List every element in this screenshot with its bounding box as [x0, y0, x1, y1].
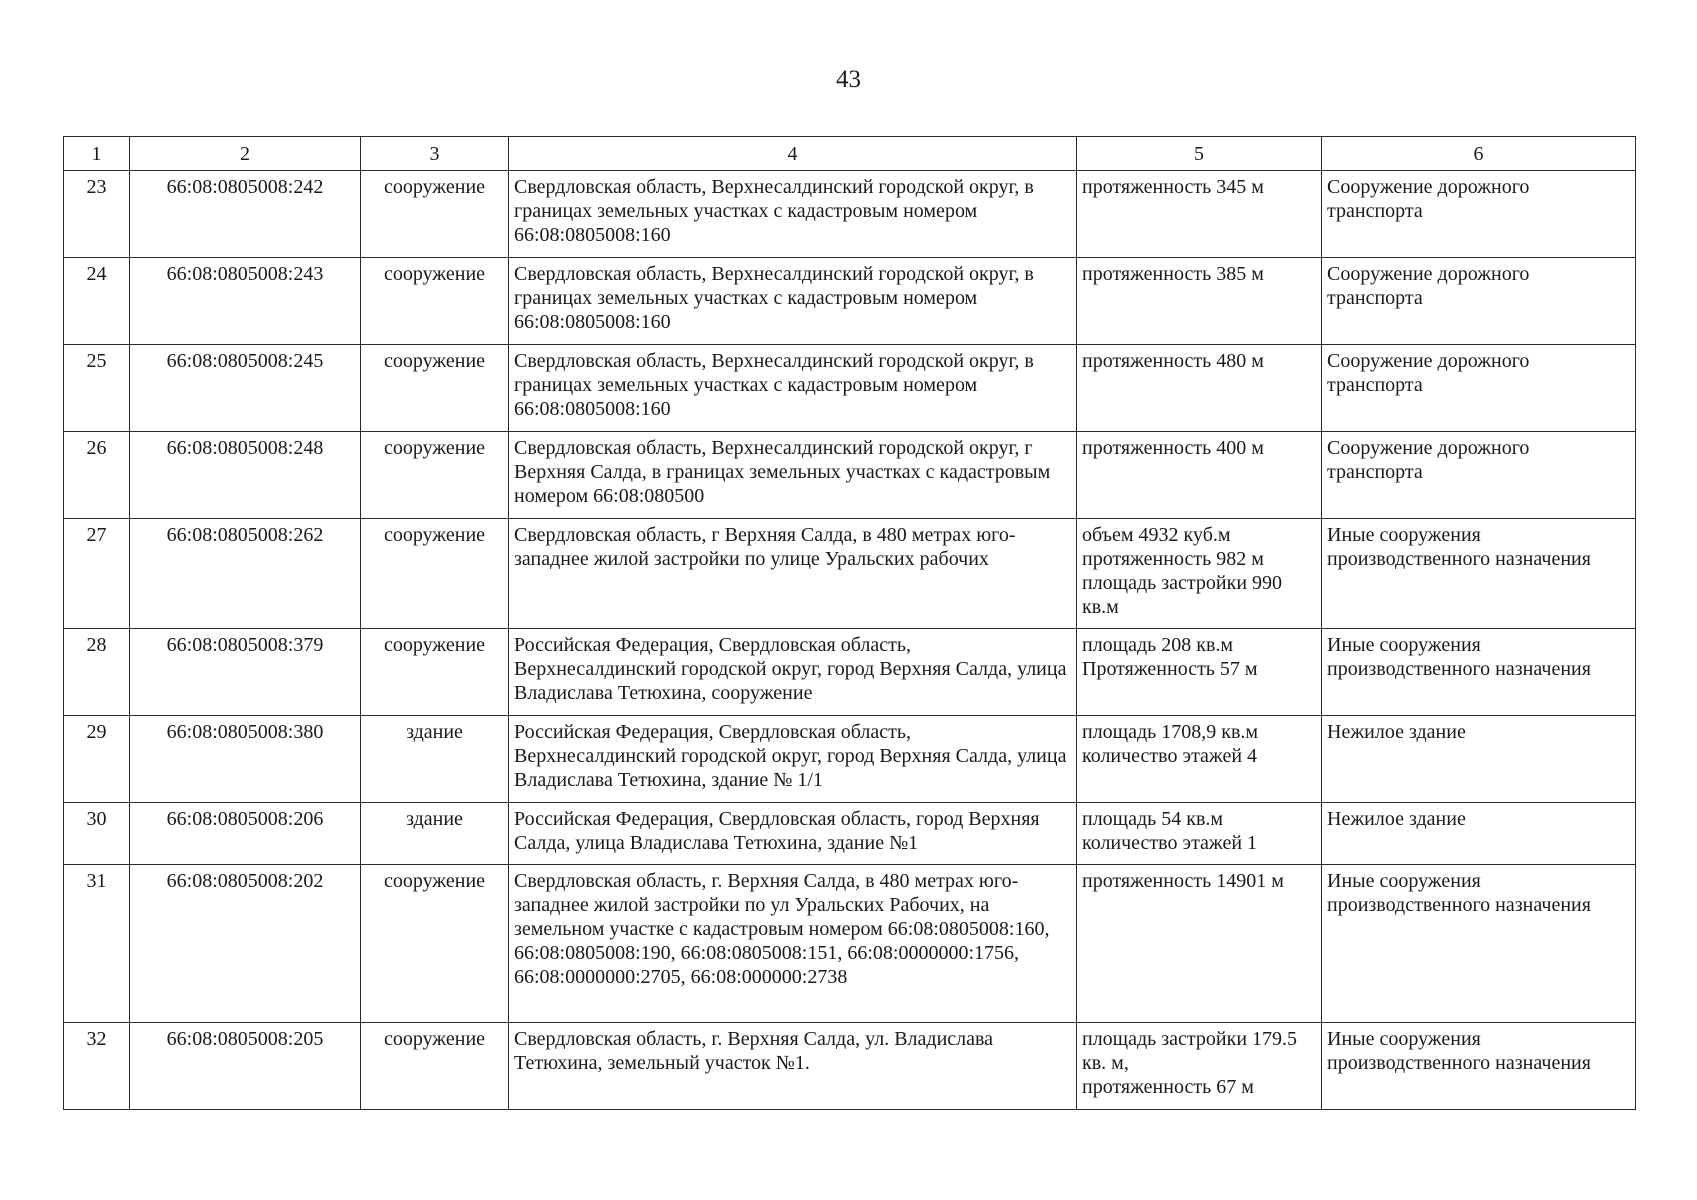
object-purpose: Иные сооружения производственного назначения	[1322, 629, 1636, 716]
object-address: Российская Федерация, Свердловская область, город Верхняя Салда, улица Владислава Тетюхина, здание №1	[509, 803, 1077, 865]
object-address: Российская Федерация, Свердловская область, Верхнесалдинский городской округ, город Верхняя Салда, улица Владислава Тетюхина, здание № 1/1	[509, 716, 1077, 803]
column-header: 2	[130, 137, 361, 171]
row-number: 30	[64, 803, 130, 865]
object-type: сооружение	[361, 1023, 509, 1110]
object-address: Российская Федерация, Свердловская область, Верхнесалдинский городской округ, город Верхняя Салда, улица Владислава Тетюхина, сооружение	[509, 629, 1077, 716]
row-number: 28	[64, 629, 130, 716]
row-number: 23	[64, 171, 130, 258]
table-row	[64, 629, 1636, 716]
object-type: сооружение	[361, 432, 509, 519]
property-registry-table	[63, 136, 1636, 1110]
object-purpose: Нежилое здание	[1322, 716, 1636, 803]
cadastral-number: 66:08:0805008:380	[130, 716, 361, 803]
cadastral-number: 66:08:0805008:379	[130, 629, 361, 716]
row-number: 29	[64, 716, 130, 803]
table-row	[64, 258, 1636, 345]
table-row	[64, 519, 1636, 629]
table-row	[64, 865, 1636, 1023]
row-number: 31	[64, 865, 130, 1023]
object-parameters: площадь застройки 179.5 кв. м, протяженность 67 м	[1077, 1023, 1322, 1110]
column-header: 1	[64, 137, 130, 171]
object-parameters: протяженность 345 м	[1077, 171, 1322, 258]
object-address: Свердловская область, Верхнесалдинский городской округ, в границах земельных участках с кадастровым номером 66:08:0805008:160	[509, 258, 1077, 345]
object-parameters: протяженность 385 м	[1077, 258, 1322, 345]
object-address: Свердловская область, Верхнесалдинский городской округ, в границах земельных участках с кадастровым номером 66:08:0805008:160	[509, 345, 1077, 432]
object-type: сооружение	[361, 258, 509, 345]
object-parameters: площадь 208 кв.м Протяженность 57 м	[1077, 629, 1322, 716]
table-header-row	[64, 137, 1636, 171]
column-header: 6	[1322, 137, 1636, 171]
object-address: Свердловская область, г. Верхняя Салда, в 480 метрах юго-западнее жилой застройки по ул Уральских Рабочих, на земельном участке с кадастровым номером 66:08:0805008:160, 66:08:0805008:190, 66:08:0805008:151, 66:08:0000000:1756, 66:08:0000000:2705, 66:08:000000:2738	[509, 865, 1077, 1023]
object-parameters: площадь 54 кв.м количество этажей 1	[1077, 803, 1322, 865]
table-row	[64, 803, 1636, 865]
table-row	[64, 345, 1636, 432]
row-number: 25	[64, 345, 130, 432]
object-type: здание	[361, 803, 509, 865]
object-type: здание	[361, 716, 509, 803]
column-header: 4	[509, 137, 1077, 171]
cadastral-number: 66:08:0805008:245	[130, 345, 361, 432]
cadastral-number: 66:08:0805008:205	[130, 1023, 361, 1110]
cadastral-number: 66:08:0805008:262	[130, 519, 361, 629]
object-parameters: площадь 1708,9 кв.м количество этажей 4	[1077, 716, 1322, 803]
table-row	[64, 1023, 1636, 1110]
object-purpose: Сооружение дорожного транспорта	[1322, 171, 1636, 258]
table-row	[64, 716, 1636, 803]
object-type: сооружение	[361, 629, 509, 716]
object-parameters: протяженность 480 м	[1077, 345, 1322, 432]
cadastral-number: 66:08:0805008:243	[130, 258, 361, 345]
object-address: Свердловская область, г. Верхняя Салда, ул. Владислава Тетюхина, земельный участок №1.	[509, 1023, 1077, 1110]
row-number: 32	[64, 1023, 130, 1110]
column-header: 5	[1077, 137, 1322, 171]
object-type: сооружение	[361, 865, 509, 1023]
object-purpose: Сооружение дорожного транспорта	[1322, 345, 1636, 432]
page-number: 43	[836, 66, 861, 93]
object-parameters: объем 4932 куб.м протяженность 982 м площадь застройки 990 кв.м	[1077, 519, 1322, 629]
table-row	[64, 432, 1636, 519]
cadastral-number: 66:08:0805008:248	[130, 432, 361, 519]
object-address: Свердловская область, Верхнесалдинский городской округ, в границах земельных участках с кадастровым номером 66:08:0805008:160	[509, 171, 1077, 258]
object-purpose: Сооружение дорожного транспорта	[1322, 432, 1636, 519]
object-type: сооружение	[361, 345, 509, 432]
object-purpose: Сооружение дорожного транспорта	[1322, 258, 1636, 345]
object-purpose: Иные сооружения производственного назначения	[1322, 519, 1636, 629]
row-number: 26	[64, 432, 130, 519]
object-type: сооружение	[361, 519, 509, 629]
row-number: 27	[64, 519, 130, 629]
cadastral-number: 66:08:0805008:202	[130, 865, 361, 1023]
table-row	[64, 171, 1636, 258]
object-parameters: протяженность 400 м	[1077, 432, 1322, 519]
object-purpose: Иные сооружения производственного назначения	[1322, 865, 1636, 1023]
object-parameters: протяженность 14901 м	[1077, 865, 1322, 1023]
object-type: сооружение	[361, 171, 509, 258]
cadastral-number: 66:08:0805008:242	[130, 171, 361, 258]
object-purpose: Нежилое здание	[1322, 803, 1636, 865]
object-address: Свердловская область, г Верхняя Салда, в 480 метрах юго-западнее жилой застройки по улице Уральских рабочих	[509, 519, 1077, 629]
cadastral-number: 66:08:0805008:206	[130, 803, 361, 865]
column-header: 3	[361, 137, 509, 171]
object-purpose: Иные сооружения производственного назначения	[1322, 1023, 1636, 1110]
row-number: 24	[64, 258, 130, 345]
object-address: Свердловская область, Верхнесалдинский городской округ, г Верхняя Салда, в границах земельных участках с кадастровым номером 66:08:080500	[509, 432, 1077, 519]
